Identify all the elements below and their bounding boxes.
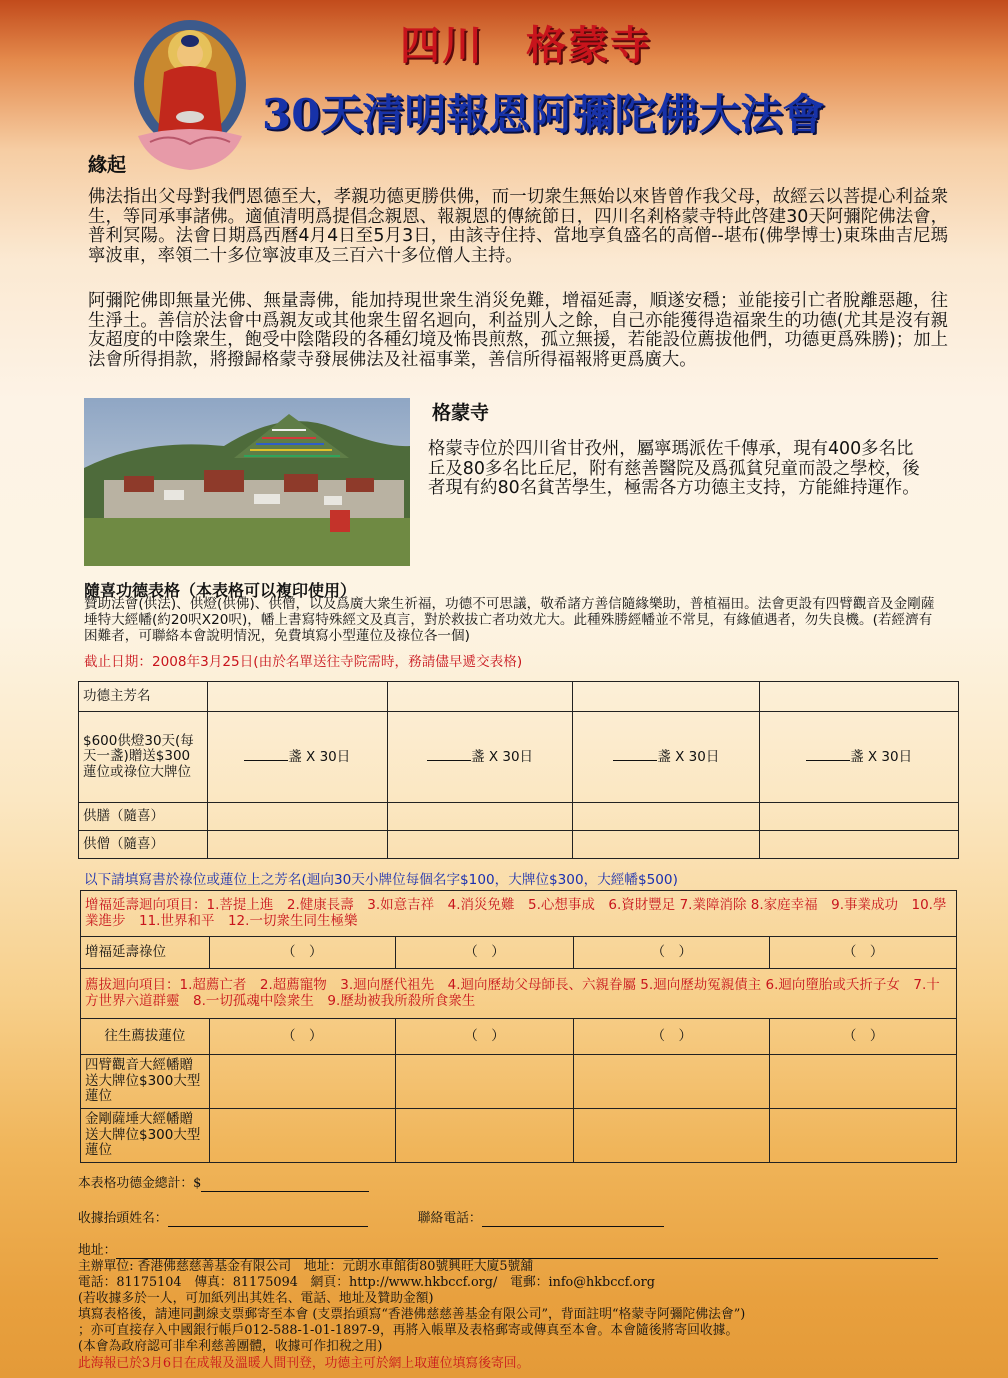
name-plaque-note: 以下請填寫書於祿位或蓮位上之芳名(迴向30天小牌位每個名字$100，大牌位$300，大經幡$500) [84,872,678,888]
longevity-plaque-label: 增福延壽祿位 [81,937,210,969]
donor-name-cell[interactable] [387,682,573,712]
organizer-info: 主辦單位: 香港佛慈慈善基金有限公司 地址：元朗水車館街80號興旺大廈5號舖 [78,1259,534,1274]
longevity-plaque-cell[interactable]: （ ） [770,937,957,969]
title-dharma-assembly: 30天清明報恩阿彌陀佛大法會 [262,90,825,139]
amitabha-buddha-image [130,14,250,174]
guanyin-banner-cell[interactable] [209,1055,395,1109]
donor-name-cell[interactable] [207,682,387,712]
tax-note: (本會為政府認可非牟利慈善團體，收據可作扣稅之用) [78,1339,383,1354]
form-intro: 贊助法會(供法)、供燈(供佛)、供僧，以及爲廣大衆生祈福，功德不可思議，敬希諸方善信隨緣樂助，普植福田。法會更設有四臂觀音及金剛薩埵特大經幡(約20呎X20呎)，幡上書寫特殊經文及真言，對於救拔亡者功效尤大。此種殊勝經幡並不常見，有緣値遇者，勿失良機。(若經濟有困難者，可聯絡本會說明情況，免費填寫小型蓮位及祿位各一個) [84,596,935,644]
guanyin-banner-label: 四臂觀音大經幡贈送大牌位$300大型蓮位 [81,1055,210,1109]
donor-name-cell[interactable] [760,682,959,712]
vajrasattva-banner-cell[interactable] [209,1109,395,1163]
lamp-quantity-cell[interactable]: 盞 X 30日 [207,712,387,803]
monk-offering-label: 供僧（隨喜） [79,831,208,859]
meal-offering-label: 供膳（隨喜） [79,803,208,831]
phone-field[interactable] [482,1213,664,1227]
cheque-instructions: 填寫表格後，請連同劃線支票郵寄至本會 (支票抬頭寫“香港佛慈慈善基金有限公司”，背面註明“格蒙寺阿彌陀佛法會”) [78,1307,746,1322]
total-amount-row: 本表格功德金總計：$ [78,1176,369,1192]
monk-offering-cell[interactable] [760,831,959,859]
bank-instructions: ；亦可直接存入中國銀行帳戶012-588-1-01-1897-9，再將入帳單及表格郵寄或傳真至本會。本會隨後將寄回收據。 [78,1323,739,1338]
longevity-items: 增福延壽迴向項目：1.菩提上進 2.健康長壽 3.如意吉祥 4.消災免難 5.心想事成 6.資財豐足 7.業障消除 8.家庭幸福 9.事業成功 10.學業進步 11.世界和平 12.一切衆生同生極樂 [81,891,957,937]
receipt-note: (若收據多於一人，可加紙列出其姓名、電話、地址及贊助金額) [78,1291,434,1306]
monk-offering-cell[interactable] [387,831,573,859]
guanyin-banner-cell[interactable] [574,1055,770,1109]
donation-table [78,681,959,859]
meal-offering-cell[interactable] [573,803,760,831]
longevity-plaque-cell[interactable]: （ ） [395,937,574,969]
deliverance-plaque-cell[interactable]: （ ） [209,1019,395,1055]
monk-offering-cell[interactable] [573,831,760,859]
deliverance-plaque-cell[interactable]: （ ） [770,1019,957,1055]
lamp-quantity-cell[interactable]: 盞 X 30日 [760,712,959,803]
receipt-name-field[interactable] [168,1213,368,1227]
address-field[interactable] [116,1245,938,1259]
contact-info: 電話：81175104 傳真：81175094 網頁：http://www.hkbccf.org/ 電郵：info@hkbccf.org [78,1275,655,1290]
donor-name-cell[interactable] [573,682,760,712]
longevity-plaque-cell[interactable]: （ ） [209,937,395,969]
donor-name-label: 功德主芳名 [79,682,208,712]
longevity-plaque-cell[interactable]: （ ） [574,937,770,969]
origin-paragraph-1: 佛法指出父母對我們恩德至大，孝親功德更勝供佛，而一切衆生無始以來皆曾作我父母，故經云以菩提心利益衆生，等同承事諸佛。適値清明爲提倡念親恩、報親恩的傳統節日，四川名剎格蒙寺特此啓建30天阿彌陀佛法會，普利冥陽。法會日期爲西曆4月4日至5月3日，由該寺住持、當地享負盛名的高僧--堪布(佛學博士)東珠曲吉尼瑪寧波車，率領二十多位寧波車及三百六十多位僧人主持。 [88,187,948,266]
meal-offering-cell[interactable] [760,803,959,831]
origin-heading: 緣起 [88,154,127,176]
monastery-photo [84,398,410,566]
monastery-description: 格蒙寺位於四川省甘孜州，屬寧瑪派佐千傳承，現有400多名比丘及80多名比丘尼，附有慈善醫院及爲孤貧兒童而設之學校，後者現有約80名貧苦學生，極需各方功德主支持，方能維持運作。 [428,439,920,499]
vajrasattva-banner-cell[interactable] [770,1109,957,1163]
deliverance-plaque-cell[interactable]: （ ） [574,1019,770,1055]
deliverance-plaque-label: 往生薦拔蓮位 [81,1019,210,1055]
receipt-row: 收據抬頭姓名： 聯絡電話： [78,1211,664,1227]
vajrasattva-banner-cell[interactable] [395,1109,574,1163]
newspaper-note: 此海報已於3月6日在成報及溫暖人間刊登，功德主可於網上取蓮位填寫後寄回。 [78,1356,530,1371]
lamp-quantity-cell[interactable]: 盞 X 30日 [387,712,573,803]
deliverance-plaque-cell[interactable]: （ ） [395,1019,574,1055]
origin-paragraph-2: 阿彌陀佛即無量光佛、無量壽佛，能加持現世衆生消災免難，增福延壽，順遂安穩；並能接引亡者脫離惡趣，往生淨土。善信於法會中爲親友或其他衆生留名迴向，利益別人之餘，自己亦能獲得造福衆生的功德(尤其是沒有親友超度的中陰衆生，飽受中陰階段的各種幻境及怖畏煎熬，孤立無援，若能設位薦拔他們，功德更爲殊勝)；加上法會所得捐款，將撥歸格蒙寺發展佛法及社福事業，善信所得福報將更爲廣大。 [88,291,948,370]
guanyin-banner-cell[interactable] [395,1055,574,1109]
guanyin-banner-cell[interactable] [770,1055,957,1109]
deliverance-items: 薦拔迴向項目：1.超薦亡者 2.超薦寵物 3.迴向歷代祖先 4.迴向歷劫父母師長、六親眷屬 5.迴向歷劫冤親債主 6.迴向墮胎或夭折子女 7.十方世界六道群靈 8.一切孤魂中陰衆生 9.歷劫被我所殺所食衆生 [81,969,957,1019]
vajrasattva-banner-label: 金剛薩埵大經幡贈送大牌位$300大型蓮位 [81,1109,210,1163]
lamp-quantity-cell[interactable]: 盞 X 30日 [573,712,760,803]
dedication-table [80,890,957,1163]
title-monastery: 四川 格蒙寺 [400,22,652,69]
monastery-heading: 格蒙寺 [432,402,490,424]
form-heading: 隨喜功德表格（本表格可以複印使用） [84,581,357,600]
vajrasattva-banner-cell[interactable] [574,1109,770,1163]
address-row: 地址： [78,1243,938,1259]
monk-offering-cell[interactable] [207,831,387,859]
total-amount-field[interactable] [201,1178,369,1192]
lamp-offering-label: $600供燈30天(每天一盞)贈送$300蓮位或祿位大牌位 [79,712,208,803]
meal-offering-cell[interactable] [207,803,387,831]
form-deadline: 截止日期：2008年3月25日(由於名單送往寺院需時，務請儘早遞交表格) [84,654,523,670]
meal-offering-cell[interactable] [387,803,573,831]
